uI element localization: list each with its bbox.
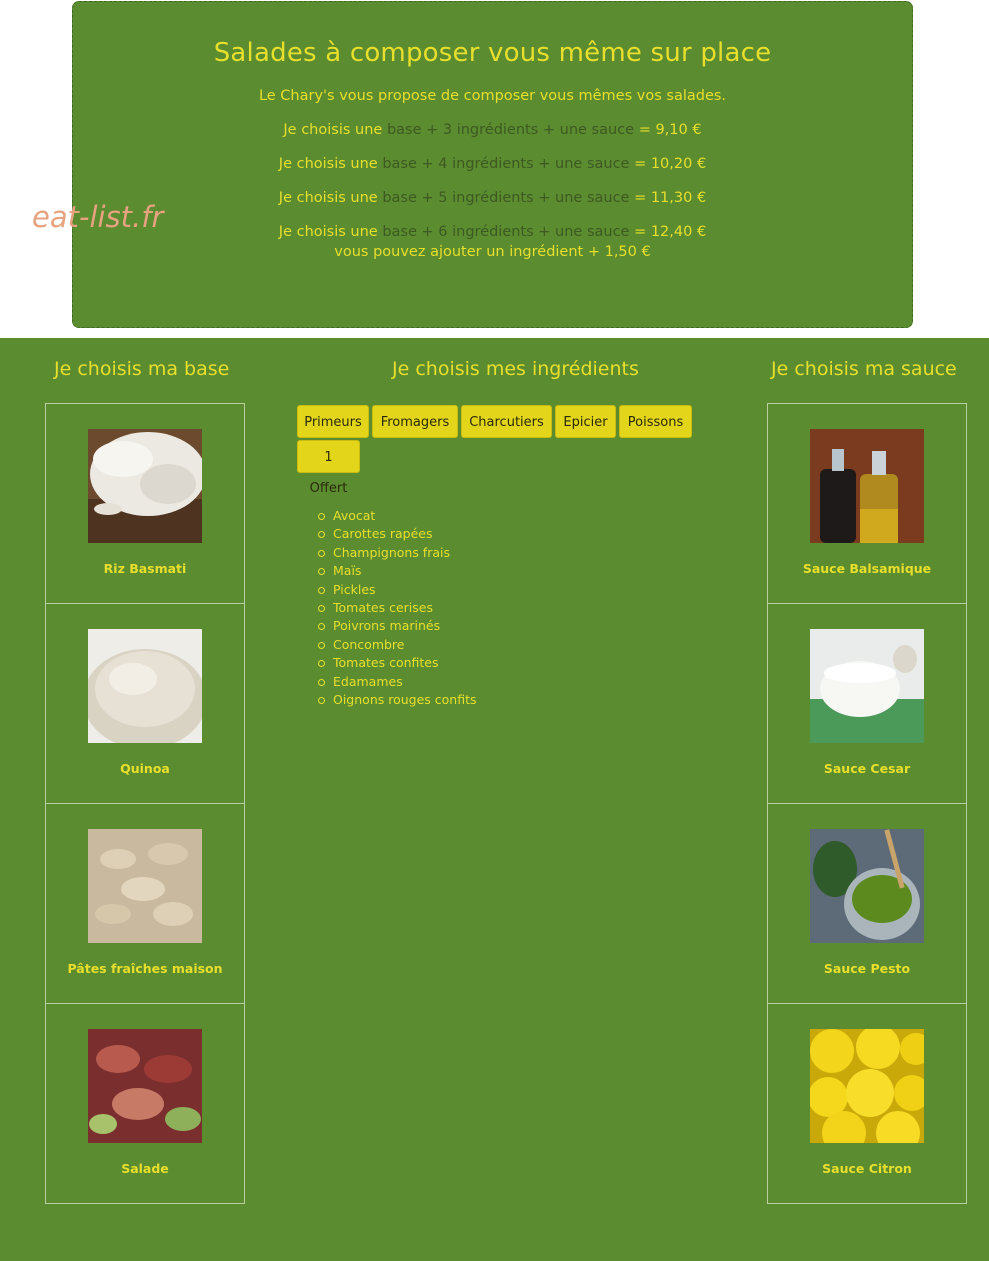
ingredient-list [318, 507, 477, 709]
intro-subtitle: Le Chary's vous propose de composer vous mêmes vos salades. [258, 88, 727, 104]
base-card-riz-basmati[interactable] [45, 403, 245, 603]
list-item[interactable]: Oignons rouges confits [318, 691, 477, 709]
list-item[interactable]: Avocat [318, 507, 477, 525]
base-column-title: Je choisis ma base [54, 358, 230, 380]
list-item[interactable]: Maïs [318, 562, 477, 580]
base-card-pates[interactable] [45, 803, 245, 1003]
cesar-sauce-image [810, 629, 924, 743]
tab-charcutiers[interactable]: Charcutiers [461, 405, 552, 438]
sauce-card-cesar[interactable] [767, 603, 967, 803]
sauce-list [767, 403, 967, 1204]
extra-ingredient-note: vous pouvez ajouter un ingrédient + 1,50 € [334, 244, 651, 260]
tab-epicier[interactable]: Epicier [555, 405, 616, 438]
base-card-quinoa[interactable] [45, 603, 245, 803]
quinoa-image [88, 629, 202, 743]
formula-line: Je choisis une base + 4 ingrédients + une sauce = 10,20 € [278, 156, 707, 172]
sauce-column-title: Je choisis ma sauce [771, 358, 957, 380]
list-item[interactable]: Tomates cerises [318, 599, 477, 617]
list-item[interactable]: Pickles [318, 581, 477, 599]
page-title: Salades à composer vous même sur place [213, 38, 772, 68]
list-item[interactable]: Concombre [318, 636, 477, 654]
list-item[interactable]: Carottes rapées [318, 525, 477, 543]
sauce-label: Sauce Cesar [823, 761, 911, 776]
pasta-image [88, 829, 202, 943]
list-item[interactable]: Poivrons marinés [318, 617, 477, 635]
formula-line: Je choisis une base + 6 ingrédients + une sauce = 12,40 € [278, 224, 707, 240]
lemon-image [810, 1029, 924, 1143]
list-item[interactable]: Edamames [318, 673, 477, 691]
base-label: Salade [121, 1161, 169, 1176]
lettuce-image [88, 1029, 202, 1143]
list-item[interactable]: Tomates confites [318, 654, 477, 672]
tab-fromagers[interactable]: Fromagers [372, 405, 458, 438]
tab-primeurs[interactable]: Primeurs [297, 405, 369, 438]
sauce-label: Sauce Citron [822, 1161, 912, 1176]
intro-box [72, 1, 913, 328]
tab-offert[interactable]: 1 Offert [297, 440, 360, 473]
sauce-label: Sauce Pesto [823, 961, 911, 976]
balsamic-image [810, 429, 924, 543]
base-label: Riz Basmati [103, 561, 187, 576]
sauce-card-balsamique[interactable] [767, 403, 967, 603]
intro-section [0, 0, 989, 338]
rice-image [88, 429, 202, 543]
base-card-salade[interactable] [45, 1003, 245, 1204]
list-item[interactable]: Champignons frais [318, 544, 477, 562]
formula-line: Je choisis une base + 5 ingrédients + une sauce = 11,30 € [278, 190, 707, 206]
salad-builder [0, 338, 989, 1261]
base-list [45, 403, 245, 1204]
base-label: Pâtes fraîches maison [67, 961, 223, 976]
sauce-card-citron[interactable] [767, 1003, 967, 1204]
sauce-label: Sauce Balsamique [802, 561, 932, 576]
formula-line: Je choisis une base + 3 ingrédients + une sauce = 9,10 € [283, 122, 702, 138]
pesto-image [810, 829, 924, 943]
tab-poissons[interactable]: Poissons [619, 405, 692, 438]
base-label: Quinoa [120, 761, 170, 776]
sauce-card-pesto[interactable] [767, 803, 967, 1003]
watermark: eat-list.fr [32, 200, 164, 234]
ingredients-column-title: Je choisis mes ingrédients [392, 358, 639, 380]
